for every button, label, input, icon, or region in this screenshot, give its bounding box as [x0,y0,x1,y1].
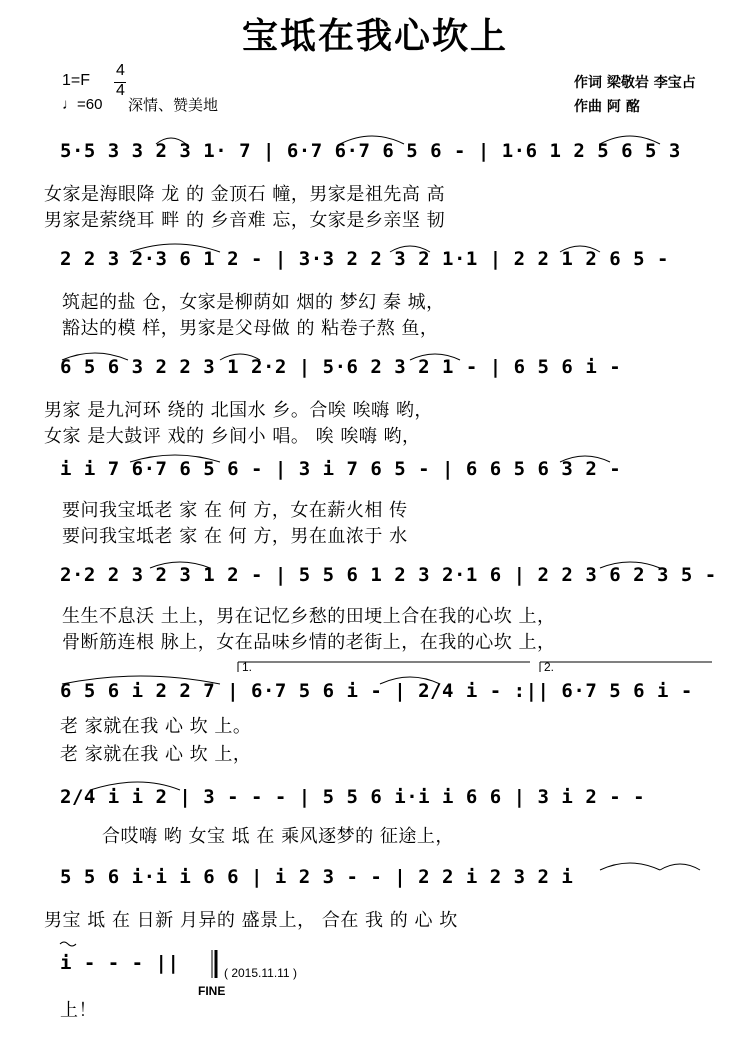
lyric-row-6-verse-2: 老 家就在我 心 坎 上， [60,744,252,765]
tempo-marking: ♩=60 [62,96,103,113]
notation-row-8: 5 5 6 i·i i 6 6 | i 2 3 - - | 2 2 i 2 3 2 i [60,866,574,888]
lyric-row-8: 男宝 坻 在 日新 月异的 盛景上， 合在 我 的 心 坎 [44,910,458,931]
lyric-row-6-verse-1: 老 家就在我 心 坎 上。 [60,716,252,737]
lyric-row-2-verse-2: 豁达的模 样，男家是父母做 的 粘卷子熬 鱼， [62,318,439,339]
lyric-row-1-verse-2: 男家是萦绕耳 畔 的 乡音难 忘，女家是乡亲坚 韧 [44,210,446,231]
lyric-row-3-verse-2: 女家 是大鼓评 戏的 乡间小 唱。 唉 唉嗨 哟， [44,426,421,447]
notation-row-3: 6 5 6 3 2 2 3 1 2·2 | 5·6 2 3 2 1 - | 6 5 6 i - [60,356,622,378]
volta-1-label: 1. [242,660,253,674]
time-signature-bottom: 4 [116,82,125,99]
lyric-row-9: 上！ [60,1000,97,1021]
slur [560,246,600,252]
slur [390,246,430,252]
trill-mark [60,942,76,946]
lyric-row-3-verse-1: 男家 是九河环 绕的 北国水 乡。合唉 唉嗨 哟， [44,400,433,421]
slur [220,354,260,360]
lyric-row-2-verse-1: 筑起的盐 仓，女家是柳荫如 烟的 梦幻 秦 城， [62,292,445,313]
slur [62,353,128,360]
notation-row-6: 6 5 6 i 2 2 7 | 6·7 5 6 i - | 2/4 i - :|| 6·7 5 6 i - [60,680,693,702]
lyric-row-1-verse-1: 女家是海眼降 龙 的 金顶石 幢，男家是祖先高 高 [44,184,446,205]
notation-row-5: 2·2 2 3 2 3 1 2 - | 5 5 6 1 2 3 2·1 6 | 2 2 3 6 2 3 5 - [60,564,717,586]
slur [600,863,660,870]
key-signature: 1=F [62,72,91,89]
volta-2-label: 2. [544,660,555,674]
notation-row-9: i - - - || [60,952,180,974]
composer-credit: 作曲 阿 酩 [574,99,640,115]
fine-marking: FINE [198,984,226,998]
slur [560,456,610,462]
slur [660,864,700,870]
song-title: 宝坻在我心坎上 [241,15,508,57]
slur [156,138,186,144]
notation-row-1: 5·5 3 3 2 3 1· 7 | 6·7 6·7 6 5 6 - | 1·6 1 2 5 6 5 3 [60,140,681,162]
lyric-row-4-verse-1: 要问我宝坻老 家 在 何 方，女在薪火相 传 [62,500,408,521]
notation-row-2: 2 2 3 2·3 6 1 2 - | 3·3 2 2 3 2 1·1 | 2 2 1 2 6 5 - [60,248,669,270]
slur [410,354,460,360]
date-note: ( 2015.11.11 ) [224,966,297,980]
slur [130,244,220,252]
notation-row-4: i i 7 6·7 6 5 6 - | 3 i 7 6 5 - | 6 6 5 6 3 2 - [60,458,622,480]
lyric-row-5-verse-2: 骨断筋连根 脉上，女在品味乡情的老街上，在我的心坎 上， [62,632,556,653]
slur [380,677,440,684]
lyricist-credit: 作词 梁敬岩 李宝占 [574,75,696,91]
lyric-row-5-verse-1: 生生不息沃 土上，男在记忆乡愁的田埂上合在我的心坎 上， [62,606,556,627]
notation-row-7: 2/4 i i 2 | 3 - - - | 5 5 6 i·i i 6 6 | 3 i 2 - - [60,786,646,808]
lyric-row-7: 合哎嗨 哟 女宝 坻 在 乘风逐梦的 征途上， [102,826,454,847]
slur [130,455,220,462]
slur [340,136,404,144]
slur [90,782,180,790]
expression-marking: 深情、赞美地 [128,97,219,114]
slur [62,676,220,684]
time-signature-top: 4 [116,62,125,79]
slur [150,562,210,568]
slur [600,136,660,144]
lyric-row-4-verse-2: 要问我宝坻老 家 在 何 方，男在血浓于 水 [62,526,408,547]
slur [600,562,660,568]
